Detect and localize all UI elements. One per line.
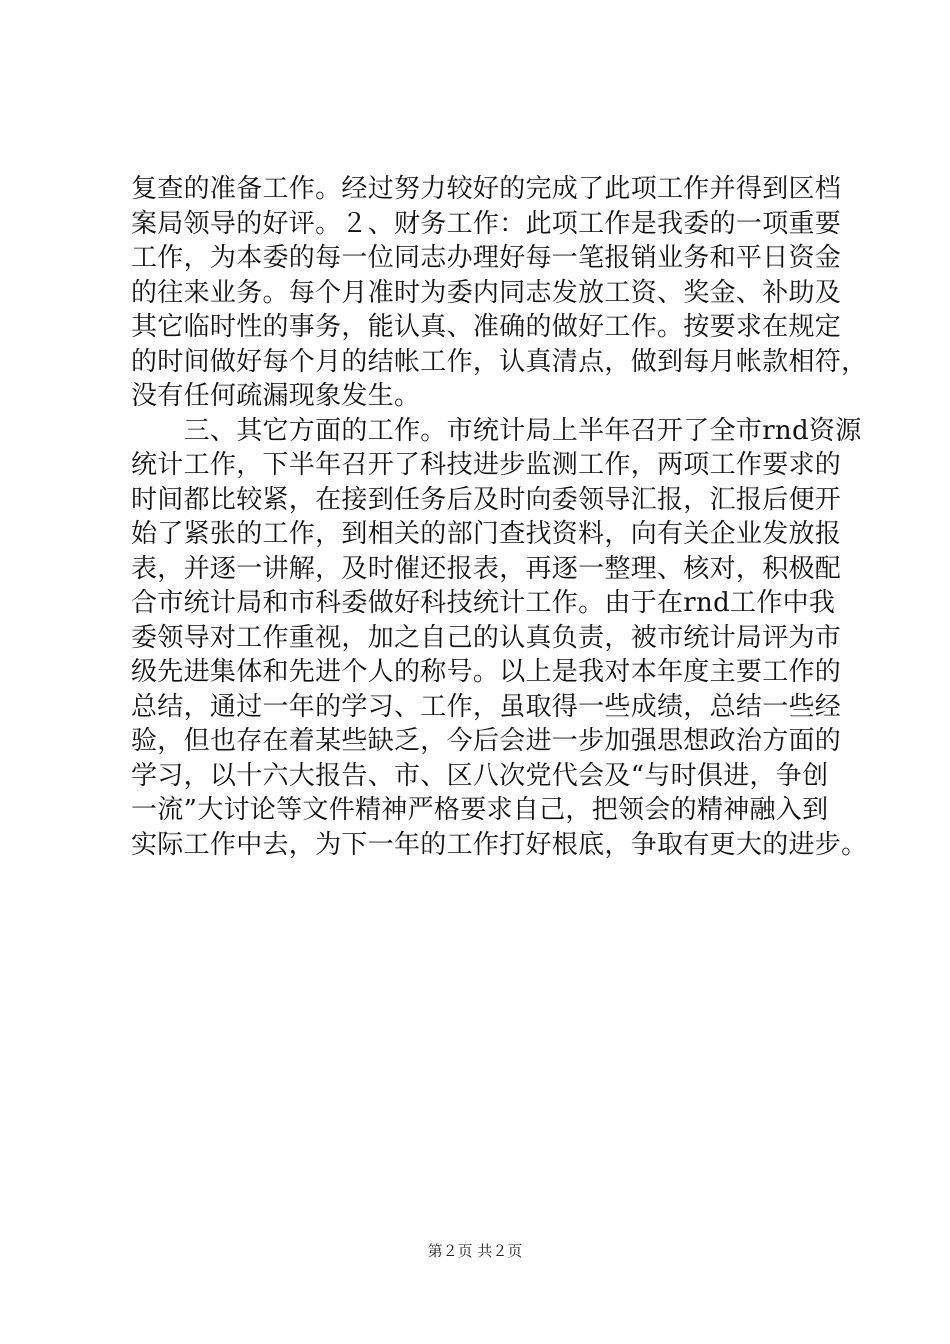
text-line: 始了紧张的工作，到相关的部门查找资料，向有关企业发放报 [131, 519, 842, 549]
body-text [131, 172, 868, 862]
text-line: 时间都比较紧，在接到任务后及时向委领导汇报，汇报后便开 [131, 484, 842, 515]
text-line: 复查的准备工作。经过努力较好的完成了此项工作并得到区档 [131, 174, 842, 204]
text-line: 总结，通过一年的学习、工作，虽取得一些成绩，总结一些经 [131, 691, 842, 722]
text-line: 实际工作中去，为下一年的工作打好根底，争取有更大的进步。 [131, 829, 868, 860]
text-line: 级先进集体和先进个人的称号。以上是我对本年度主要工作的 [131, 657, 842, 687]
text-line: 其它临时性的事务，能认真、准确的做好工作。按要求在规定 [131, 312, 842, 342]
text-line: 一流”大讨论等文件精神严格要求自己，把领会的精神融入到 [131, 795, 829, 825]
text-line: 合市统计局和市科委做好科技统计工作。由于在rnd工作中我 [131, 588, 836, 618]
text-line: 表，并逐一讲解，及时催还报表，再逐一整理、核对，积极配 [131, 553, 842, 584]
text-line: 学习，以十六大报告、市、区八次党代会及“与时俱进，争创 [131, 760, 829, 791]
text-line: 验，但也存在着某些缺乏，今后会进一步加强思想政治方面的 [131, 726, 842, 756]
text-line: 三、其它方面的工作。市统计局上半年召开了全市rnd资源 [131, 415, 862, 446]
text-line: 案局领导的好评。２、财务工作：此项工作是我委的一项重要 [131, 208, 842, 239]
text-line: 工作，为本委的每一位同志办理好每一笔报销业务和平日资金 [131, 243, 842, 273]
text-line: 没有任何疏漏现象发生。 [131, 381, 421, 411]
text-line: 的往来业务。每个月准时为委内同志发放工资、奖金、补助及 [131, 277, 842, 308]
text-line: 统计工作，下半年召开了科技进步监测工作，两项工作要求的 [131, 450, 842, 480]
text-line: 委领导对工作重视，加之自己的认真负责，被市统计局评为市 [131, 622, 842, 653]
text-line: 的时间做好每个月的结帐工作，认真清点，做到每月帐款相符， [131, 346, 868, 377]
page-number-footer: 第２页 共２页 [427, 1242, 523, 1260]
